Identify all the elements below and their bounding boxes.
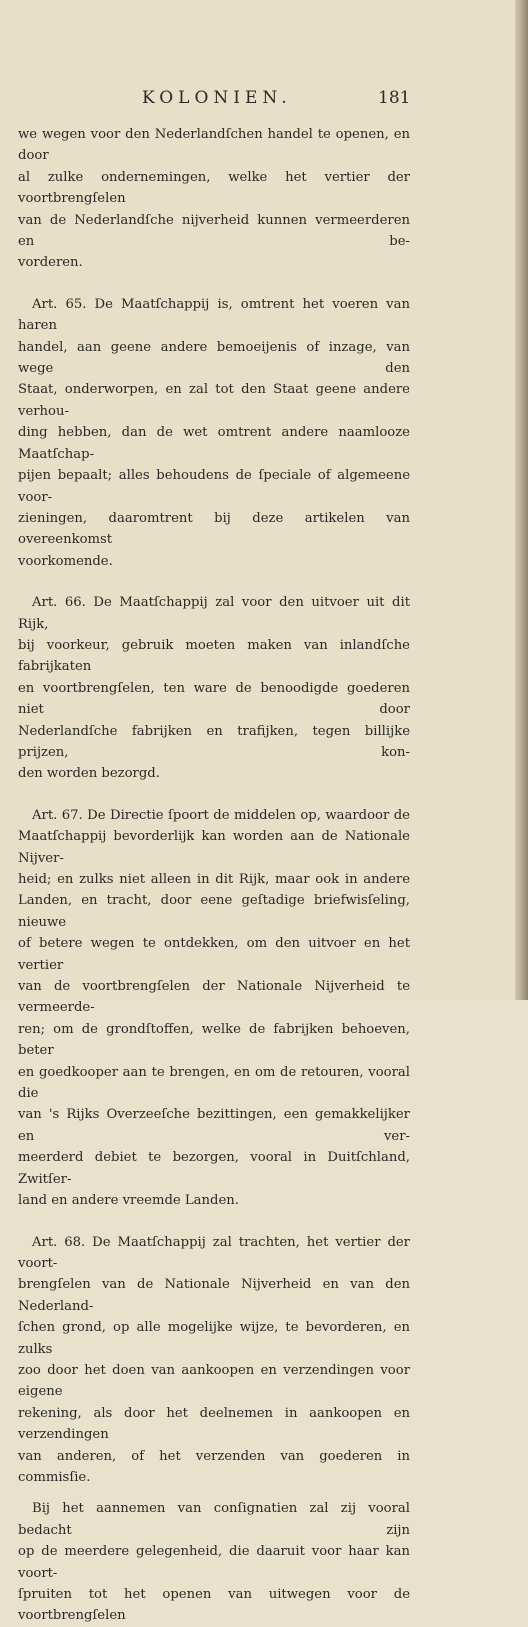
text-line: ſchen grond, op alle mogelijke wijze, te bevorderen, en zulks — [18, 1320, 410, 1357]
text-line: van 's Rijks Overzeeſche bezittingen, een gemakkelijker en ver- — [18, 1107, 410, 1144]
text-line: van de Nederlandſche nijverheid kunnen vermeerderen en be- — [18, 212, 410, 250]
page-header — [0, 88, 515, 118]
text-line: Staat, onderworpen, en zal tot den Staat geene andere verhou- — [18, 382, 410, 419]
paragraph-art-67 — [18, 805, 410, 1212]
text-line: en goedkooper aan te brengen, en om de retouren, vooral die — [18, 1064, 410, 1102]
text-line: Art. 66. De Maatſchappij zal voor den uitvoer uit dit Rijk, — [18, 595, 410, 632]
text-line: en voortbrengſelen, ten ware de benoodigde goederen niet door — [18, 680, 410, 718]
text-line: zoo door het doen van aankoopen en verzendingen voor eigene — [18, 1362, 410, 1400]
paragraph-art-66 — [18, 592, 410, 785]
page-number: 181 — [378, 88, 411, 108]
text-line: ren; om de grondſtoffen, welke de fabrijken behoeven, beter — [18, 1021, 410, 1059]
text-line: al zulke ondernemingen, welke het vertier der voortbrengſelen — [18, 169, 410, 207]
text-line: van anderen, of het verzenden van goederen in commisſie. — [18, 1448, 410, 1485]
text-line: den worden bezorgd. — [18, 766, 160, 782]
page-edge — [515, 0, 528, 1000]
paragraph-art-65 — [18, 294, 410, 572]
text-line: vorderen. — [18, 255, 83, 271]
text-line: land en andere vreemde Landen. — [18, 1193, 239, 1209]
text-line: Art. 67. De Directie ſpoort de middelen op, waardoor de — [32, 807, 410, 823]
text-line: Landen, en tracht, door eene geſtadige briefwisſeling, nieuwe — [18, 893, 410, 930]
text-line: handel, aan geene andere bemoeijenis of inzage, van wege den — [18, 339, 410, 377]
text-line: Nederlandſche fabrijken en trafijken, tegen billijke prijzen, kon- — [18, 723, 410, 760]
page-body — [18, 124, 410, 1627]
paragraph-art-68 — [18, 1232, 410, 1489]
text-line: brengſelen van de Nationale Nijverheid en van den Nederland- — [18, 1277, 410, 1314]
paragraph-consignment — [18, 1498, 410, 1626]
text-line: ding hebben, dan de wet omtrent andere naamlooze Maatſchap- — [18, 425, 410, 462]
text-line: meerderd debiet te bezorgen, vooral in Duitſchland, Zwitſer- — [18, 1150, 410, 1187]
text-line: zieningen, daaromtrent bij deze artikelen van overeenkomst — [18, 510, 410, 548]
text-line: rekening, als door het deelnemen in aankoopen en verzendingen — [18, 1405, 410, 1443]
text-line: op de meerdere gelegenheid, die daaruit voor haar kan voort- — [18, 1544, 410, 1581]
text-line: heid; en zulks niet alleen in dit Rijk, maar ook in andere — [18, 872, 410, 887]
text-line: we wegen voor den Nederlandſchen handel te openen, en door — [18, 127, 410, 164]
text-line: voorkomende. — [18, 553, 113, 569]
paragraph-continuation — [18, 124, 410, 274]
text-line: Maatſchappij bevorderlijk kan worden aan de Nationale Nijver- — [18, 829, 410, 866]
text-line: ſpruiten tot het openen van uitwegen voor de voortbrengſelen — [18, 1587, 410, 1624]
text-line: Art. 68. De Maatſchappij zal trachten, het vertier der voort- — [18, 1234, 410, 1271]
text-line: of betere wegen te ontdekken, om den uitvoer en het vertier — [18, 936, 410, 973]
text-line: Art. 65. De Maatſchappij is, omtrent het voeren van haren — [18, 296, 410, 334]
running-title: KOLONIEN. — [142, 88, 292, 108]
text-line: Bij het aannemen van conſignatien zal zij vooral bedacht zijn — [18, 1501, 410, 1538]
text-line: bij voorkeur, gebruik moeten maken van inlandſche fabrijkaten — [18, 637, 410, 675]
text-line: pijen bepaalt; alles behoudens de ſpeciale of algemeene voor- — [18, 468, 410, 505]
text-line: van de voortbrengſelen der Nationale Nijverheid te vermeerde- — [18, 979, 410, 1016]
